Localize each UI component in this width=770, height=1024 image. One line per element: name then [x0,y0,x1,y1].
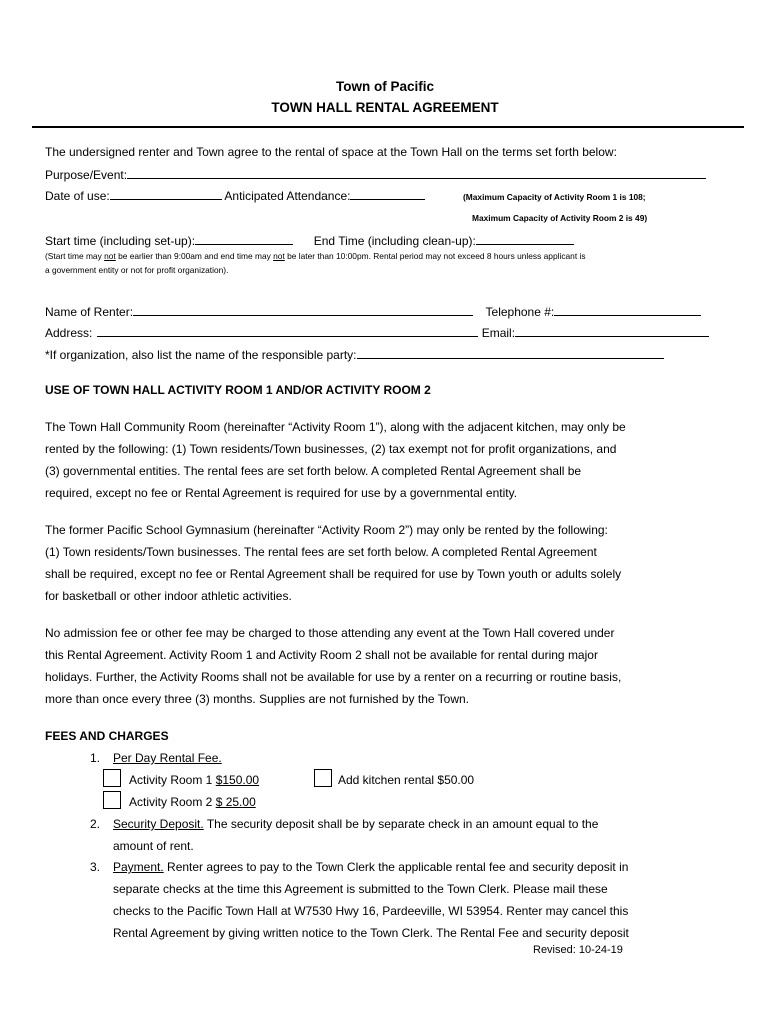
activity-room-1-option [129,773,259,787]
activity-room-2-checkbox[interactable] [103,791,121,809]
activity-room-1-price: $150.00 [215,773,260,787]
purpose-label: Purpose/Event: [45,168,128,182]
header-divider [32,126,744,128]
fee-item-1-title: Per Day Rental Fee. [113,751,222,765]
payment-text: Renter agrees to pay to the Town Clerk the applicable rental fee and security deposit in [163,860,629,874]
activity-room-2-price: $ 25.00 [215,795,256,809]
renter-name-label: Name of Renter: [45,305,134,319]
attendance-field[interactable] [350,188,425,200]
payment-title: Payment. [113,860,164,874]
fee-item-3-line-4: Rental Agreement by giving written notice to the Town Clerk. The Rental Fee and security deposit [113,926,629,940]
attendance-label: Anticipated Attendance: [224,189,351,203]
time-note-line2: a government entity or not for profit organization). [45,265,229,275]
fee-item-2-line-1 [113,817,598,831]
fee-item-2-line-2: amount of rent. [113,839,194,853]
paragraph-line: The Town Hall Community Room (hereinafter “Activity Room 1”), along with the adjacent kitchen, may only be [45,420,626,434]
fee-item-3-line-2: separate checks at the time this Agreement is submitted to the Town Clerk. Please mail these [113,882,608,896]
document-town-name: Town of Pacific [335,79,434,94]
paragraph-line: for basketball or other indoor athletic activities. [45,589,292,603]
telephone-field[interactable] [554,304,701,316]
paragraph-line: rented by the following: (1) Town residents/Town businesses, (2) tax exempt not for profit organizations, and [45,442,617,456]
start-time-label: Start time (including set-up): [45,234,196,248]
time-note-b: be earlier than 9:00am and end time may [115,251,274,261]
paragraph-line: No admission fee or other fee may be charged to those attending any event at the Town Hall covered under [45,626,615,640]
date-attendance-row [45,188,425,203]
address-email-row [45,325,709,340]
time-note-c: be later than 10:00pm. Rental period may not exceed 8 hours unless applicant is [284,251,586,261]
activity-room-2-label: Activity Room 2 [129,795,216,809]
fee-item-3-number: 3. [90,860,101,874]
fee-item-3-line-3: checks to the Pacific Town Hall at W7530 Hwy 16, Pardeeville, WI 53954. Renter may cancel this [113,904,629,918]
email-field[interactable] [515,325,709,337]
capacity-note-1: (Maximum Capacity of Activity Room 1 is 108; [463,192,646,202]
paragraph-line: (1) Town residents/Town businesses. The rental fees are set forth below. A completed Rental Agreement [45,545,597,559]
end-time-field[interactable] [476,233,574,245]
fees-heading: FEES AND CHARGES [45,729,169,743]
use-paragraph-2 [45,519,735,607]
activity-room-2-option [129,795,256,809]
paragraph-line: required, except no fee or Rental Agreement is required for use by a governmental entity. [45,486,518,500]
fee-item-2-number: 2. [90,817,101,831]
intro-text: The undersigned renter and Town agree to the rental of space at the Town Hall on the terms set forth below: [45,145,617,159]
time-note-not-1: not [104,251,116,261]
name-phone-row [45,304,701,319]
paragraph-line: more than once every three (3) months. Supplies are not furnished by the Town. [45,692,470,706]
security-deposit-title: Security Deposit. [113,817,204,831]
fee-item-1-number: 1. [90,751,101,765]
date-label: Date of use: [45,189,110,203]
use-paragraph-1 [45,416,735,504]
time-row [45,233,574,248]
document-title: TOWN HALL RENTAL AGREEMENT [271,100,499,115]
fee-item-3-line-1 [113,860,628,874]
organization-row [45,347,664,362]
purpose-field[interactable] [127,167,706,179]
use-paragraph-3 [45,622,735,710]
telephone-label: Telephone #: [485,305,555,319]
time-note-not-2: not [273,251,285,261]
kitchen-rental-label: Add kitchen rental $50.00 [338,773,475,787]
renter-name-field[interactable] [133,304,473,316]
paragraph-line: (3) governmental entities. The rental fees are set forth below. A completed Rental Agreement shall be [45,464,582,478]
responsible-party-label: *If organization, also list the name of the responsible party: [45,348,357,362]
time-note [45,251,586,261]
paragraph-line: The former Pacific School Gymnasium (hereinafter “Activity Room 2”) may only be rented by the following: [45,523,608,537]
email-label: Email: [481,326,516,340]
start-time-field[interactable] [195,233,293,245]
end-time-label: End Time (including clean-up): [313,234,476,248]
paragraph-line: this Rental Agreement. Activity Room 1 and Activity Room 2 shall not be available for rental during major [45,648,598,662]
security-deposit-text: The security deposit shall be by separate check in an amount equal to the [203,817,599,831]
activity-room-1-label: Activity Room 1 [129,773,216,787]
date-field[interactable] [110,188,222,200]
address-label: Address: [45,326,93,340]
purpose-row [45,167,706,182]
address-field[interactable] [97,325,478,337]
responsible-party-field[interactable] [357,347,664,359]
time-note-a: (Start time may [45,251,105,261]
paragraph-line: shall be required, except no fee or Rental Agreement shall be required for use by Town youth or adults solely [45,567,622,581]
activity-room-1-checkbox[interactable] [103,769,121,787]
paragraph-line: holidays. Further, the Activity Rooms shall not be available for use by a renter on a recurring or routine basis, [45,670,622,684]
capacity-note-2: Maximum Capacity of Activity Room 2 is 49) [472,213,648,223]
revision-date: Revised: 10-24-19 [533,944,623,956]
kitchen-rental-checkbox[interactable] [314,769,332,787]
use-section-heading: USE OF TOWN HALL ACTIVITY ROOM 1 AND/OR ACTIVITY ROOM 2 [45,383,431,397]
